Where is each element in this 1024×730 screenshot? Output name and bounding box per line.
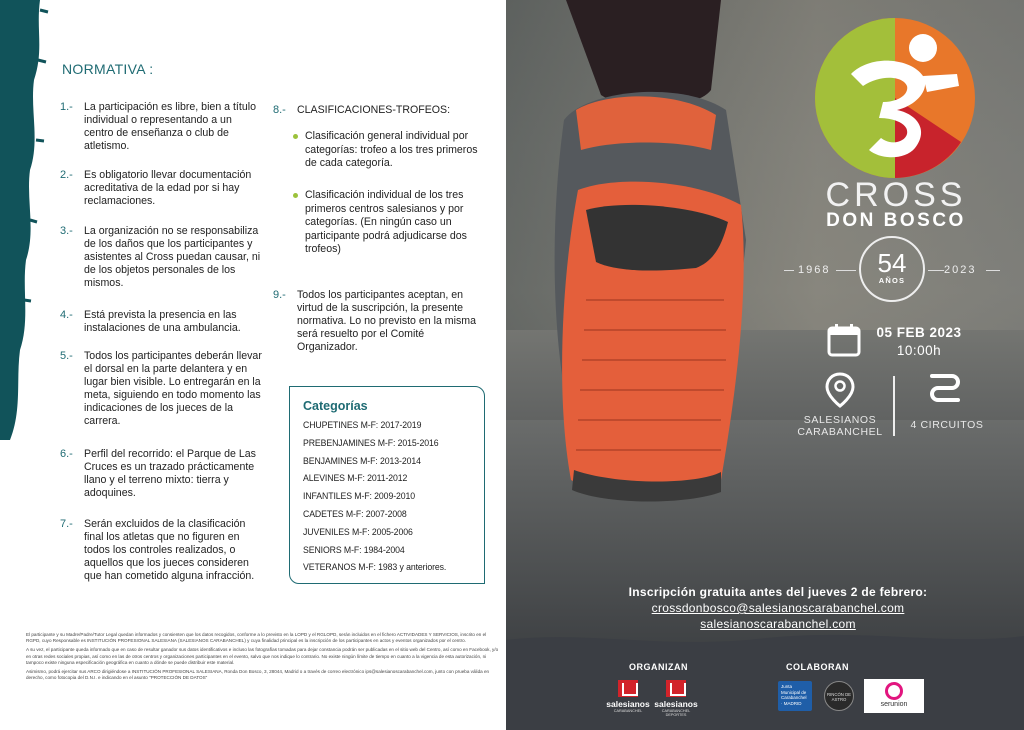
categoria-item: BENJAMINES M-F: 2013-2014 [303,454,421,466]
categoria-item: CHUPETINES M-F: 2017-2019 [303,419,422,430]
categoria-item: PREBENJAMINES M-F: 2015-2016 [303,436,439,448]
rule-text: Todos los participantes deberán llevar el dorsal en la parte delantera y en lugar bien visible. Lo entregarán en la meta, siguiendo en todo momento las indicaciones de los jueces de la carrera. [84,350,262,427]
salesianos-logo [604,680,652,713]
rule-text: Perfil del recorrido: el Parque de Las Cruces es un trazado prácticamente llano y el terreno mixto: tierra y adoquines. [84,448,256,499]
rules-panel [0,0,506,730]
rule-4 [60,309,259,335]
rule-text: Serán excluidos de la clasificación final los atletas que no figuren en todos los controles realizados, o aquellos que los jueces consideren que han cometido alguna infracción. [84,518,255,582]
org-name: salesianos [606,699,650,709]
website-link[interactable]: salesianoscarabanchel.com [700,617,856,631]
divider [836,270,856,271]
rule-text: Es obligatorio llevar documentación acreditativa de la edad por si hay reclamaciones. [84,169,252,207]
rule-5 [60,350,266,428]
rule-number: 3.- [60,225,73,237]
divider [784,270,794,271]
bullet-icon [293,134,298,139]
trofeo-item-1 [305,130,487,171]
years-number: 54 [877,248,907,278]
collaborator-name: serunion [880,701,908,708]
don-bosco-title: DON BOSCO [826,210,966,231]
rincon-astro-logo: RINCÓN DE ASTRO [824,681,854,711]
categoria-item: JUVENILES M-F: 2005-2006 [303,525,413,537]
rule-text: CLASIFICACIONES-TROFEOS: [297,104,451,116]
categoria-item: CADETES M-F: 2007-2008 [303,507,407,519]
rule-text: Todos los participantes aceptan, en virtud de la suscripción, la presente normativa. Lo no previsto en la misma será resuelto por el Comité Organizador. [297,289,476,353]
cross-don-bosco-logo [811,14,979,182]
divider [928,270,944,271]
brush-stroke-decoration [0,0,52,440]
legal-paragraph: Asimismo, podrá ejercitar sus ARCO dirigiéndose a INSTITUCIÓN PROFESIONAL SALESIANA, Ronda Don Bosco, 3, 28044, Madrid o a través de correo electrónico ips@salesianoscarabanchel.com, junto con prueba válida en derecho, como fotocopia del D.N.I. e indicando en el asunto "PROTECCIÓN DE DATOS" [26,669,490,681]
categoria-item: ALEVINES M-F: 2011-2012 [303,472,408,484]
legal-paragraph: A su vez, el participante queda informado que en caso de resultar ganador sus datos identificativos e incluso las fotografías tomadas para dejar constancia podrán ser publicadas en el sitio web del Centro, así como en Facebook, y/o en otras redes sociales propias, así como en las de otros centros y organizaciones participantes en el evento, salvo que nos indique lo contrario. No existe ningún límite de tiempo en cuanto a la vigencia de esta autorización, ni tampoco existe ninguna especificación geográfica en cuanto a dónde se puede distribuir este material. [26,647,499,665]
rule-6 [60,448,264,500]
org-sub: CARABANCHEL DEPORTES [661,709,691,717]
rule-number: 7.- [60,518,73,530]
divider [986,270,1000,271]
trofeo-item-2 [305,189,490,257]
categorias-title: Categorías [303,399,368,413]
year-start: 1968 [798,264,831,276]
cover-panel [506,0,1024,730]
rule-number: 8.- [273,104,286,116]
divider [893,376,895,436]
legal-paragraph: El participante y su Madre/Padre/Tutor Legal quedan informados y consienten que los datos recogidos, conforme a lo previsto en la LOPD y el RGLOPD, serán incluidos en el fichero ACTIVIDADES Y SERVICIOS, inscrito en el RGPD, cuyo Responsable es INSTITUCIÓN PROFESIONAL SALESIANA (SALESIANOS CARABANCHEL) y cuya finalidad principal es la inscripción de los participantes en actos y eventos organizados por el centro. [26,632,487,644]
rule-number: 6.- [60,448,73,460]
org-sub: CARABANCHEL [613,709,643,713]
event-date: 05 FEB 2023 [876,325,962,340]
normativa-title: NORMATIVA : [62,61,154,77]
event-circuits: 4 CIRCUITOS [910,419,984,431]
rule-number: 4.- [60,309,73,321]
event-place: SALESIANOS CARABANCHEL [797,414,883,438]
serunion-mark-icon [885,682,903,700]
anniversary-badge [859,236,925,302]
rule-number: 2.- [60,169,73,181]
rule-7 [60,518,266,583]
carabanchel-logo: Junta Municipal de Carabanchel · MADRID [778,681,812,711]
email-link[interactable]: crossdonbosco@salesianoscarabanchel.com [651,601,905,615]
categoria-item: SENIORS M-F: 1984-2004 [303,543,405,555]
calendar-icon [827,323,861,357]
cross-title: CROSS [825,176,967,214]
rule-text: La participación es libre, bien a título individual o representando a un centro de enseñanza o club de atletismo. [84,101,256,152]
rule-2 [60,169,259,208]
salesianos-deportes-logo [652,680,700,717]
rule-number: 1.- [60,101,73,113]
categoria-item: INFANTILES M-F: 2009-2010 [303,490,416,502]
years-label: AÑOS [878,276,906,285]
categorias-list [303,416,484,576]
year-end: 2023 [944,264,977,276]
categoria-item: VETERANOS M-F: 1983 y anteriores. [303,561,447,573]
rule-number: 9.- [273,289,286,301]
legal-text [26,632,502,684]
salesianos-mark-icon [666,680,686,697]
rule-8 [273,104,477,117]
salesianos-mark-icon [618,680,638,697]
inscription-text: Inscripción gratuita antes del jueves 2 de febrero: [628,585,928,599]
rule-1 [60,101,264,153]
location-pin-icon [824,372,856,408]
bullet-icon [293,193,298,198]
rule-3 [60,225,262,290]
event-time: 10:00h [896,343,942,358]
rule-text: Está prevista la presencia en las instalaciones de una ambulancia. [84,309,241,334]
org-name: salesianos [654,699,698,709]
route-icon [926,370,964,408]
rule-9 [273,289,477,354]
categorias-box [289,386,485,584]
serunion-logo [864,679,924,713]
trofeo-text: Clasificación general individual por categorías: trofeo a los tres primeros de cada categoría. [305,130,478,169]
trofeo-text: Clasificación individual de los tres primeros centros salesianos y por categorías. (En ningún caso un participante podrá adjudicarse dos trofeos) [305,189,467,255]
rule-number: 5.- [60,350,73,362]
organizan-heading: ORGANIZAN [629,662,688,672]
colaboran-heading: COLABORAN [786,662,849,672]
rule-text: La organización no se responsabiliza de los daños que los participantes y asistentes al Cross puedan causar, ni de los objetos personales de los mismos. [84,225,261,289]
